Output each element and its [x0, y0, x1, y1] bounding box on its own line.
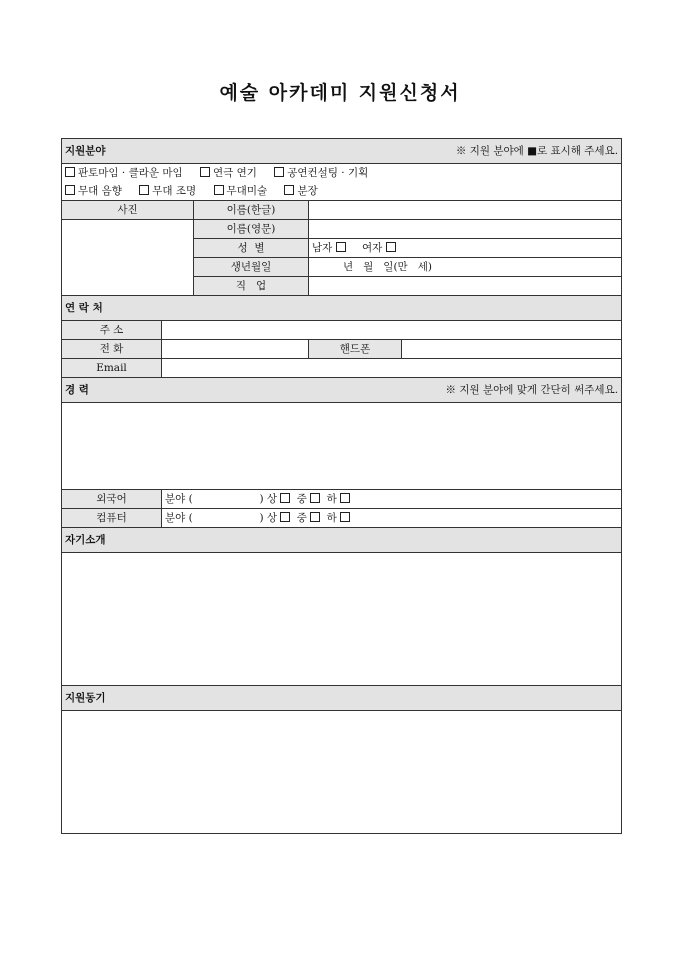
checkbox-computer-high[interactable] [280, 512, 290, 522]
checkbox-stage-art[interactable] [214, 185, 224, 195]
gender-male-label: 남자 [312, 242, 333, 254]
foreign-level-high: 상 [266, 493, 278, 505]
gender-field [309, 239, 622, 258]
option-lighting: 무대 조명 [152, 185, 197, 197]
career-field[interactable] [62, 403, 622, 490]
apply-field-note: ※ 지원 분야에 ■로 표시해 주세요. [455, 145, 619, 157]
computer-field-text[interactable]: 분야 ( ) [165, 512, 264, 524]
checkbox-acting[interactable] [200, 167, 210, 177]
foreign-field-text[interactable]: 분야 ( ) [165, 493, 264, 505]
checkbox-foreign-low[interactable] [340, 493, 350, 503]
gender-female-label: 여자 [362, 242, 383, 254]
career-note: ※ 지원 분야에 맞게 간단히 써주세요. [445, 384, 619, 396]
apply-field-row1 [62, 164, 622, 183]
checkbox-computer-mid[interactable] [310, 512, 320, 522]
name-en-field[interactable] [309, 220, 622, 239]
mobile-label: 핸드폰 [309, 340, 402, 359]
computer-label: 컴퓨터 [62, 509, 162, 528]
name-kr-label: 이름(한글) [194, 201, 309, 220]
photo-box[interactable] [62, 220, 194, 296]
address-field[interactable] [162, 321, 622, 340]
option-sound: 무대 음향 [78, 185, 122, 197]
name-en-label: 이름(영문) [194, 220, 309, 239]
email-field[interactable] [162, 359, 622, 378]
address-label: 주 소 [62, 321, 162, 340]
career-title: 경 력 [65, 384, 89, 396]
foreign-level-mid: 중 [296, 493, 307, 505]
checkbox-consulting[interactable] [274, 167, 284, 177]
motive-field[interactable] [62, 711, 622, 834]
apply-field-row2 [62, 182, 622, 201]
computer-level-low: 하 [326, 512, 337, 524]
intro-header: 자기소개 [62, 528, 622, 553]
apply-field-header [62, 139, 622, 164]
phone-field[interactable] [162, 340, 309, 359]
option-makeup: 분장 [297, 185, 318, 197]
contact-header: 연 락 처 [62, 296, 622, 321]
birth-label: 생년월일 [194, 258, 309, 277]
checkbox-foreign-mid[interactable] [310, 493, 320, 503]
option-stage-art: 무대미술 [226, 185, 268, 197]
option-consulting: 공연컨설팅 · 기획 [287, 167, 369, 179]
checkbox-sound[interactable] [65, 185, 75, 195]
foreign-label: 외국어 [62, 490, 162, 509]
checkbox-pantomime[interactable] [65, 167, 75, 177]
career-header [62, 378, 622, 403]
apply-field-title: 지원분야 [65, 145, 106, 157]
checkbox-makeup[interactable] [284, 185, 294, 195]
checkbox-female[interactable] [386, 242, 396, 252]
checkbox-lighting[interactable] [139, 185, 149, 195]
computer-level-mid: 중 [296, 512, 307, 524]
intro-field[interactable] [62, 553, 622, 686]
job-field[interactable] [309, 277, 622, 296]
page-title: 예술 아카데미 지원신청서 [219, 82, 461, 104]
checkbox-male[interactable] [336, 242, 346, 252]
email-label: Email [62, 359, 162, 378]
name-kr-field[interactable] [309, 201, 622, 220]
job-label: 직 업 [194, 277, 309, 296]
photo-label: 사진 [62, 201, 194, 220]
foreign-field [162, 490, 622, 509]
option-pantomime: 판토마임 · 클라운 마임 [78, 167, 183, 179]
mobile-field[interactable] [402, 340, 622, 359]
application-form [61, 138, 622, 834]
option-acting: 연극 연기 [212, 167, 257, 179]
motive-header: 지원동기 [62, 686, 622, 711]
phone-label: 전 화 [62, 340, 162, 359]
foreign-level-low: 하 [326, 493, 337, 505]
computer-field [162, 509, 622, 528]
birth-field[interactable]: 년 월 일(만 세) [309, 258, 622, 277]
checkbox-foreign-high[interactable] [280, 493, 290, 503]
computer-level-high: 상 [266, 512, 278, 524]
checkbox-computer-low[interactable] [340, 512, 350, 522]
gender-label: 성 별 [194, 239, 309, 258]
